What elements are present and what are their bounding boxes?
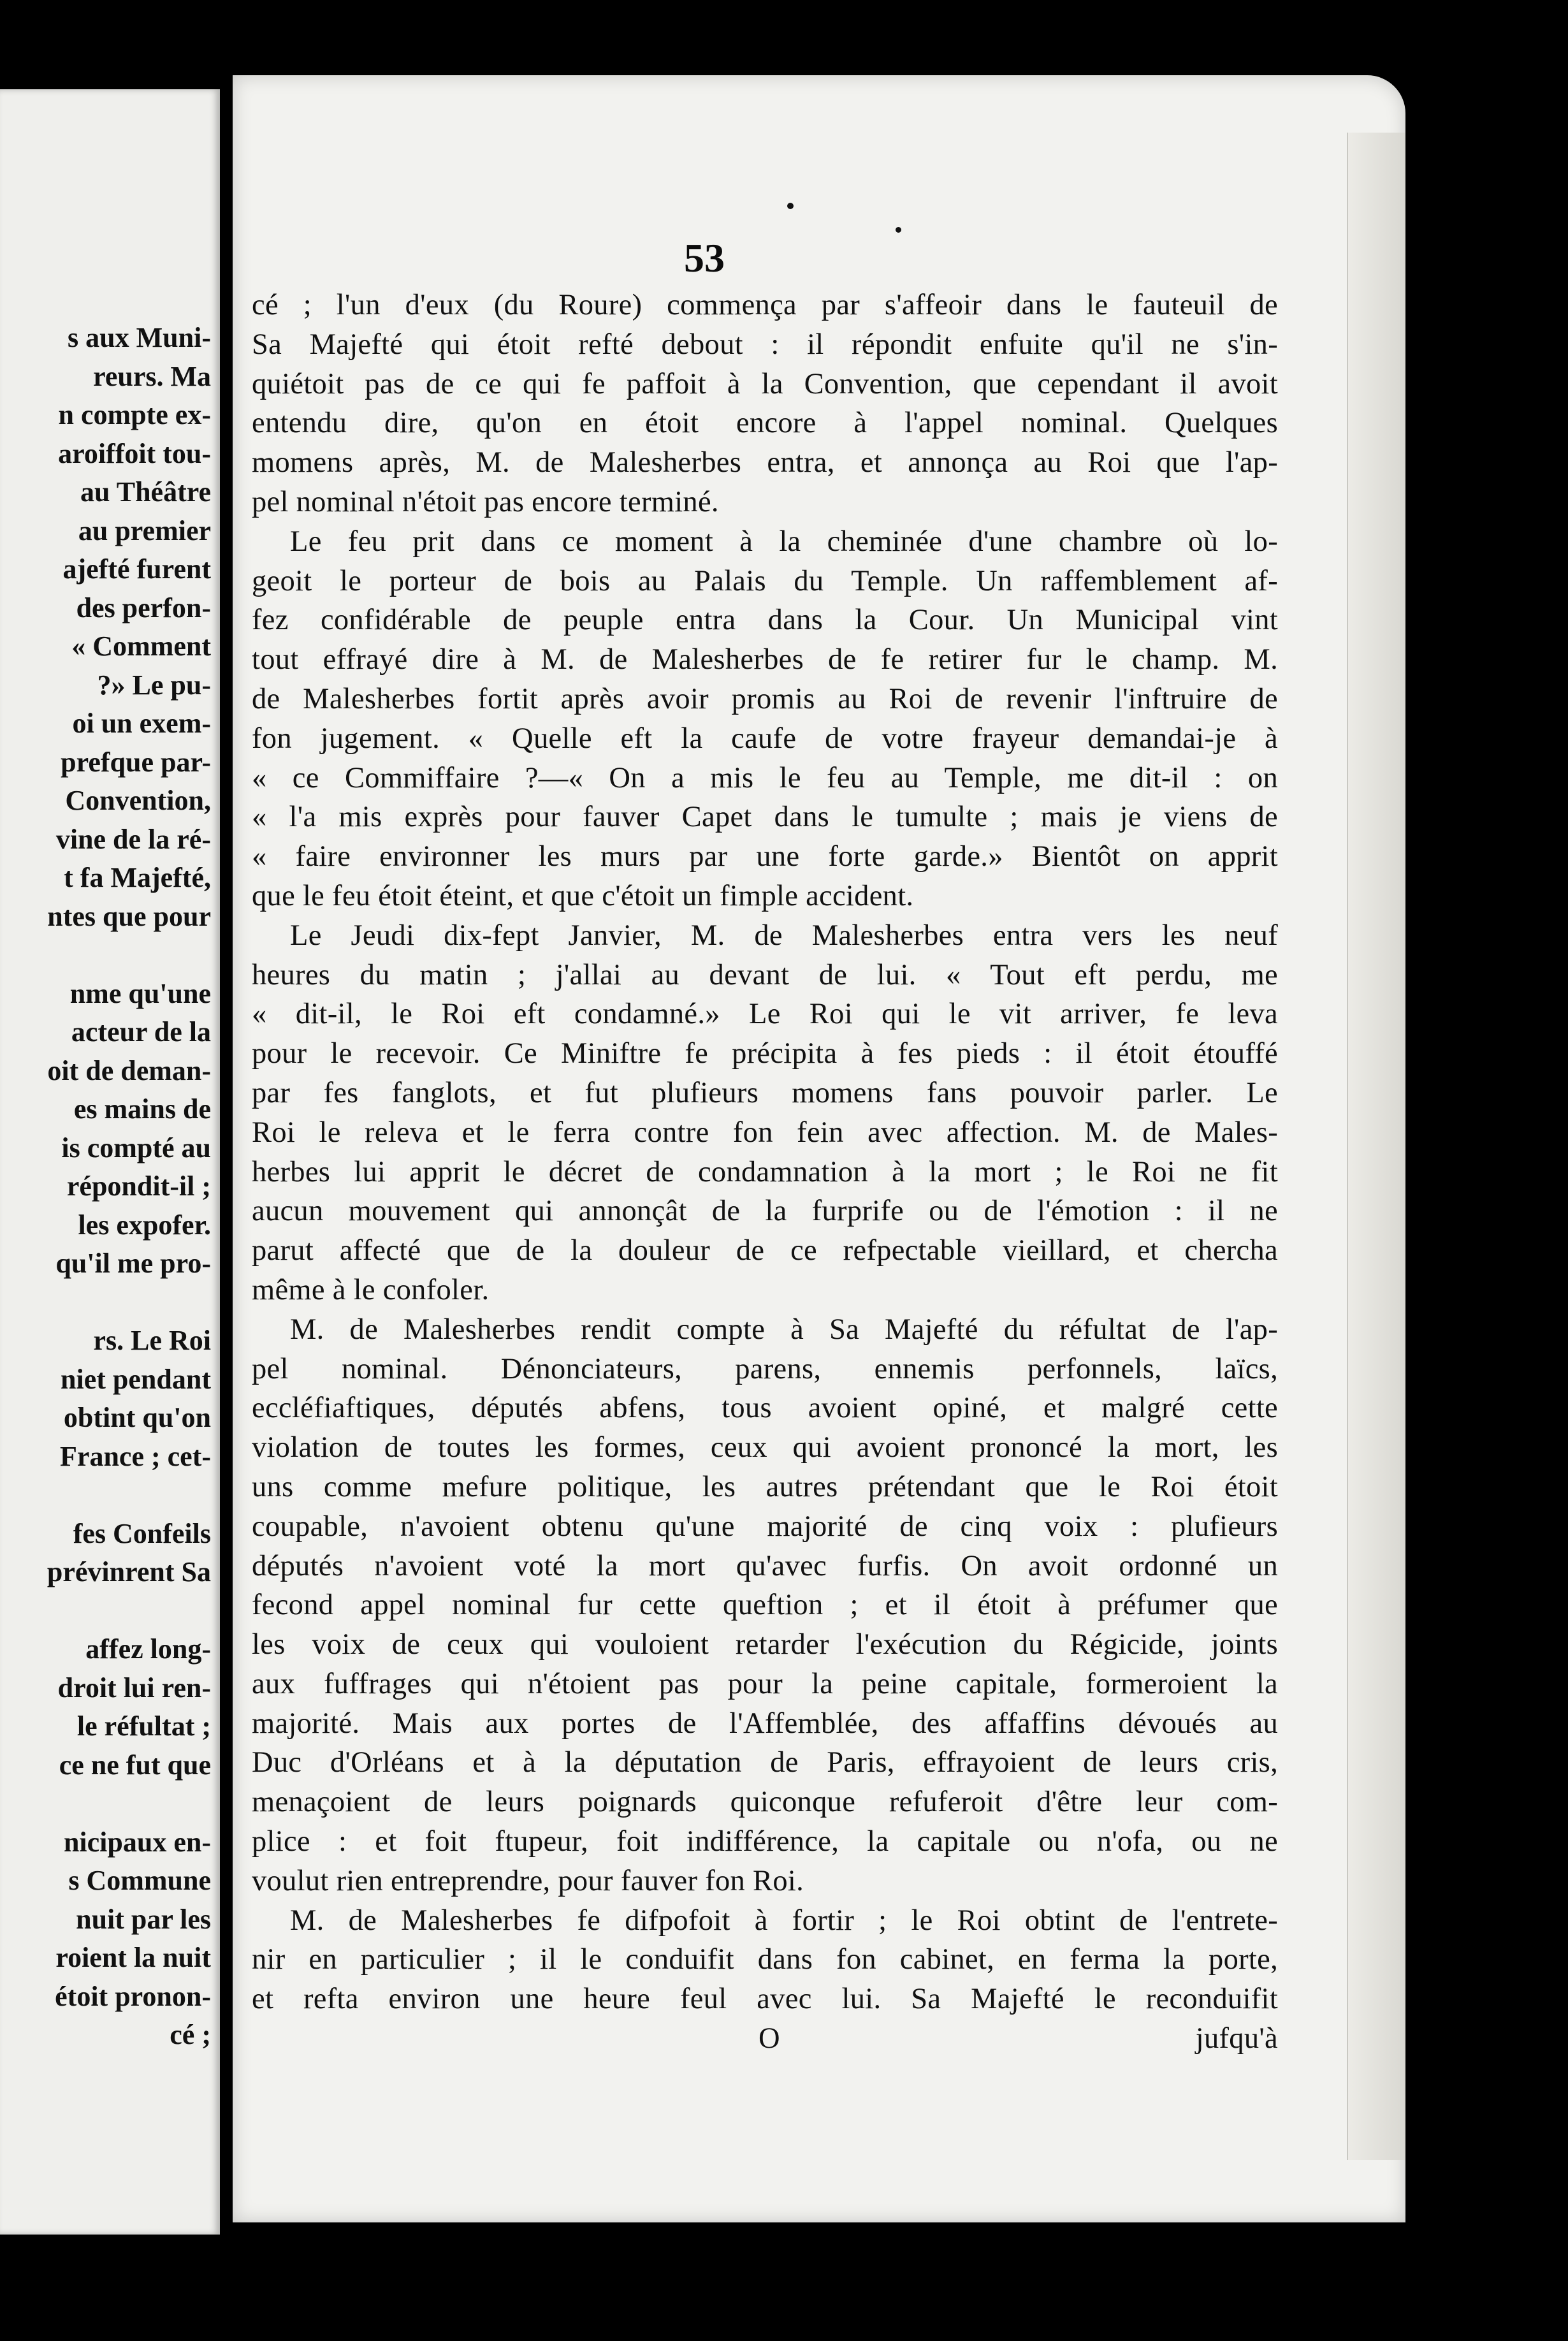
previous-page-line <box>47 936 211 975</box>
previous-page-line: prévinrent Sa <box>47 1556 211 1587</box>
text-line: même à le confoler. <box>252 1273 490 1306</box>
previous-page-line <box>47 1283 211 1322</box>
text-line: « dit-il, le Roi eft condamné.» Le Roi qui le vit arriver, fe leva <box>252 998 1278 1031</box>
body-text <box>252 286 1278 2059</box>
text-line: fon jugement. « Quelle eft la caufe de votre frayeur demandai-je à <box>252 722 1278 755</box>
previous-page-line: des perfon- <box>76 592 211 624</box>
previous-page-line: cé ; <box>170 2019 211 2050</box>
previous-page-line: qu'il me pro- <box>55 1248 211 1279</box>
book-page <box>233 75 1405 2222</box>
text-line: M. de Malesherbes rendit compte à Sa Majefté du réfultat de l'ap- <box>290 1313 1278 1346</box>
previous-page-line: aroiffoit tou- <box>58 437 211 469</box>
previous-page-line: au Théâtre <box>80 476 211 507</box>
text-line: Duc d'Orléans et à la députation de Paris, effrayoient de leurs cris, <box>252 1746 1278 1779</box>
text-line: uns comme mefure politique, les autres prétendant que le Roi étoit <box>252 1470 1278 1503</box>
text-line: et refta environ une heure feul avec lui. Sa Majefté le reconduifit <box>252 1983 1278 2016</box>
previous-page-line: t fa Majefté, <box>64 862 211 893</box>
previous-page-line: affez long- <box>85 1633 211 1665</box>
previous-page-line: oi un exem- <box>72 708 211 739</box>
previous-page-line: s Commune <box>68 1865 211 1896</box>
previous-page-line: vine de la ré- <box>55 823 211 855</box>
previous-page-line: France ; cet- <box>60 1440 211 1472</box>
previous-page-line: nuit par les <box>76 1903 211 1935</box>
text-line: nir en particulier ; il le conduifit dans fon cabinet, en ferma la porte, <box>252 1943 1278 1976</box>
previous-page-line: ajefté furent <box>62 553 211 585</box>
page-footer <box>252 2019 1278 2059</box>
previous-page-line: Convention, <box>65 785 211 816</box>
previous-page-line: les expofer. <box>78 1209 211 1241</box>
text-line: que le feu étoit éteint, et que c'étoit un fimple accident. <box>252 879 914 912</box>
previous-page-line: rs. Le Roi <box>93 1325 211 1356</box>
previous-page-line: niet pendant <box>61 1363 211 1395</box>
ink-speck <box>787 203 794 209</box>
previous-page-line <box>47 1784 211 1823</box>
text-line: momens après, M. de Malesherbes entra, et annonça au Roi que l'ap- <box>252 446 1278 479</box>
text-line: Sa Majefté qui étoit refté debout : il répondit enfuite qu'il ne s'in- <box>252 328 1278 361</box>
previous-page-line <box>47 1592 211 1631</box>
text-line: fez confidérable de peuple entra dans la Cour. Un Municipal vint <box>252 604 1278 637</box>
previous-page-line: obtint qu'on <box>63 1402 211 1433</box>
previous-page-line: nme qu'une <box>69 977 211 1009</box>
text-line: majorité. Mais aux portes de l'Affemblée, des affaffins dévoués au <box>252 1707 1278 1740</box>
page-edge <box>1347 133 1405 2160</box>
text-line: heures du matin ; j'allai au devant de lui. « Tout eft perdu, me <box>252 958 1278 991</box>
previous-page-line: au premier <box>78 514 211 546</box>
previous-page-line: s aux Muni- <box>68 322 211 353</box>
previous-page-text <box>47 319 211 2055</box>
signature-mark: O <box>759 2022 780 2055</box>
previous-page-line: acteur de la <box>71 1016 211 1047</box>
text-line: de Malesherbes fortit après avoir promis au Roi de revenir l'inftruire de <box>252 682 1278 715</box>
previous-page <box>0 89 222 2235</box>
ink-speck <box>896 227 901 233</box>
text-line: Le feu prit dans ce moment à la cheminée d'une chambre où lo- <box>290 525 1278 558</box>
previous-page-line: prefque par- <box>61 746 211 778</box>
text-line: coupable, n'avoient obtenu qu'une majorité de cinq voix : plufieurs <box>252 1510 1278 1543</box>
previous-page-line <box>47 1476 211 1515</box>
text-line: pour le recevoir. Ce Miniftre fe précipita à fes pieds : il étoit étouffé <box>252 1037 1278 1070</box>
previous-page-line: ce ne fut que <box>59 1749 211 1781</box>
text-line: « ce Commiffaire ?—« On a mis le feu au Temple, me dit-il : on <box>252 761 1278 794</box>
text-line: pel nominal n'étoit pas encore terminé. <box>252 485 719 518</box>
text-line: députés n'avoient voté la mort qu'avec furfis. On avoit ordonné un <box>252 1549 1278 1582</box>
text-line: Le Jeudi dix-fept Janvier, M. de Malesherbes entra vers les neuf <box>290 919 1278 952</box>
text-line: aucun mouvement qui annonçât de la furprife ou de l'émotion : il ne <box>252 1195 1278 1228</box>
previous-page-line: es mains de <box>73 1093 211 1125</box>
text-line: M. de Malesherbes fe difpofoit à fortir ; le Roi obtint de l'entrete- <box>290 1904 1278 1937</box>
previous-page-line: droit lui ren- <box>57 1672 211 1703</box>
text-line: « faire environner les murs par une forte garde.» Bientôt on apprit <box>252 840 1278 873</box>
previous-page-line: étoit pronon- <box>55 1980 211 2012</box>
text-line: geoit le porteur de bois au Palais du Temple. Un raffemblement af- <box>252 564 1278 597</box>
text-line: tout effrayé dire à M. de Malesherbes de fe retirer fur le champ. M. <box>252 643 1278 676</box>
text-line: violation de toutes les formes, ceux qui avoient prononcé la mort, les <box>252 1431 1278 1464</box>
previous-page-line: n compte ex- <box>58 399 211 430</box>
text-line: plice : et foit ftupeur, foit indifférence, la capitale ou n'ofa, ou ne <box>252 1825 1278 1858</box>
text-line: herbes lui apprit le décret de condamnation à la mort ; le Roi ne fit <box>252 1155 1278 1188</box>
previous-page-line: ?» Le pu- <box>97 669 211 701</box>
text-line: Roi le releva et le ferra contre fon fein avec affection. M. de Males- <box>252 1116 1278 1149</box>
previous-page-line: ntes que pour <box>47 900 211 932</box>
text-line: cé ; l'un d'eux (du Roure) commença par s'affeoir dans le fauteuil de <box>252 289 1278 321</box>
text-line: eccléfiaftiques, députés abfens, tous avoient opiné, et malgré cette <box>252 1392 1278 1425</box>
previous-page-line: is compté au <box>61 1132 211 1163</box>
page-number: 53 <box>684 235 725 281</box>
previous-page-line: répondit-il ; <box>66 1170 211 1202</box>
text-line: menaçoient de leurs poignards quiconque refuferoit d'être leur com- <box>252 1786 1278 1819</box>
catchword: jufqu'à <box>1195 2022 1278 2055</box>
previous-page-line: fes Confeils <box>73 1517 211 1549</box>
previous-page-line: nicipaux en- <box>63 1826 211 1858</box>
text-line: pel nominal. Dénonciateurs, parens, ennemis perfonnels, laïcs, <box>252 1352 1278 1385</box>
text-line: voulut rien entreprendre, pour fauver fon Roi. <box>252 1864 804 1897</box>
text-line: aux fuffrages qui n'étoient pas pour la peine capitale, formeroient la <box>252 1667 1278 1700</box>
text-line: parut affecté que de la douleur de ce refpectable vieillard, et chercha <box>252 1234 1278 1267</box>
previous-page-line: le réfultat ; <box>76 1710 211 1742</box>
text-line: par fes fanglots, et fut plufieurs momens fans pouvoir parler. Le <box>252 1076 1278 1109</box>
text-line: les voix de ceux qui vouloient retarder l'exécution du Régicide, joints <box>252 1628 1278 1661</box>
previous-page-line: reurs. Ma <box>93 360 211 392</box>
previous-page-line: roient la nuit <box>55 1942 211 1973</box>
text-line: « l'a mis exprès pour fauver Capet dans le tumulte ; mais je viens de <box>252 801 1278 834</box>
previous-page-line: « Comment <box>71 631 211 662</box>
text-line: quiétoit pas de ce qui fe paffoit à la Convention, que cependant il avoit <box>252 367 1278 400</box>
text-line: fecond appel nominal fur cette queftion ; et il étoit à préfumer que <box>252 1589 1278 1622</box>
previous-page-line: oit de deman- <box>47 1054 211 1086</box>
text-line: entendu dire, qu'on en étoit encore à l'appel nominal. Quelques <box>252 407 1278 440</box>
